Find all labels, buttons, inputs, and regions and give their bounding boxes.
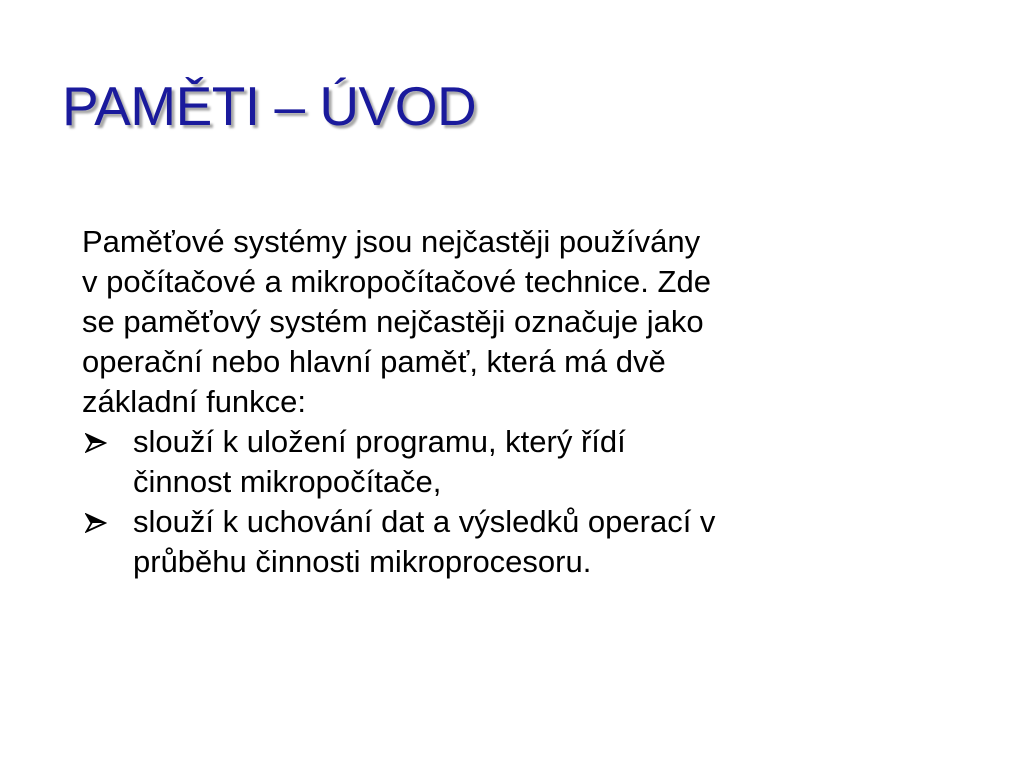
intro-line: základní funkce: xyxy=(82,384,307,419)
intro-line: Paměťové systémy jsou nejčastěji používány xyxy=(82,224,701,259)
intro-paragraph xyxy=(82,222,922,422)
arrowhead-bullet-icon xyxy=(82,422,112,462)
intro-line: v počítačové a mikropočítačové technice. Zde xyxy=(82,264,711,299)
bullet-line: činnost mikropočítače, xyxy=(133,464,442,499)
bullet-line: průběhu činnosti mikroprocesoru. xyxy=(133,544,592,579)
bullet-item xyxy=(82,502,922,582)
slide-body xyxy=(82,222,922,582)
bullet-line: slouží k uložení programu, který řídí xyxy=(133,424,626,459)
slide-title: PAMĚTI – ÚVOD xyxy=(62,75,477,137)
bullet-list xyxy=(82,422,922,582)
intro-line: se paměťový systém nejčastěji označuje jako xyxy=(82,304,704,339)
arrowhead-bullet-icon xyxy=(82,502,112,542)
intro-line: operační nebo hlavní paměť, která má dvě xyxy=(82,344,666,379)
bullet-line: slouží k uchování dat a výsledků operací v xyxy=(133,504,716,539)
bullet-item xyxy=(82,422,922,502)
